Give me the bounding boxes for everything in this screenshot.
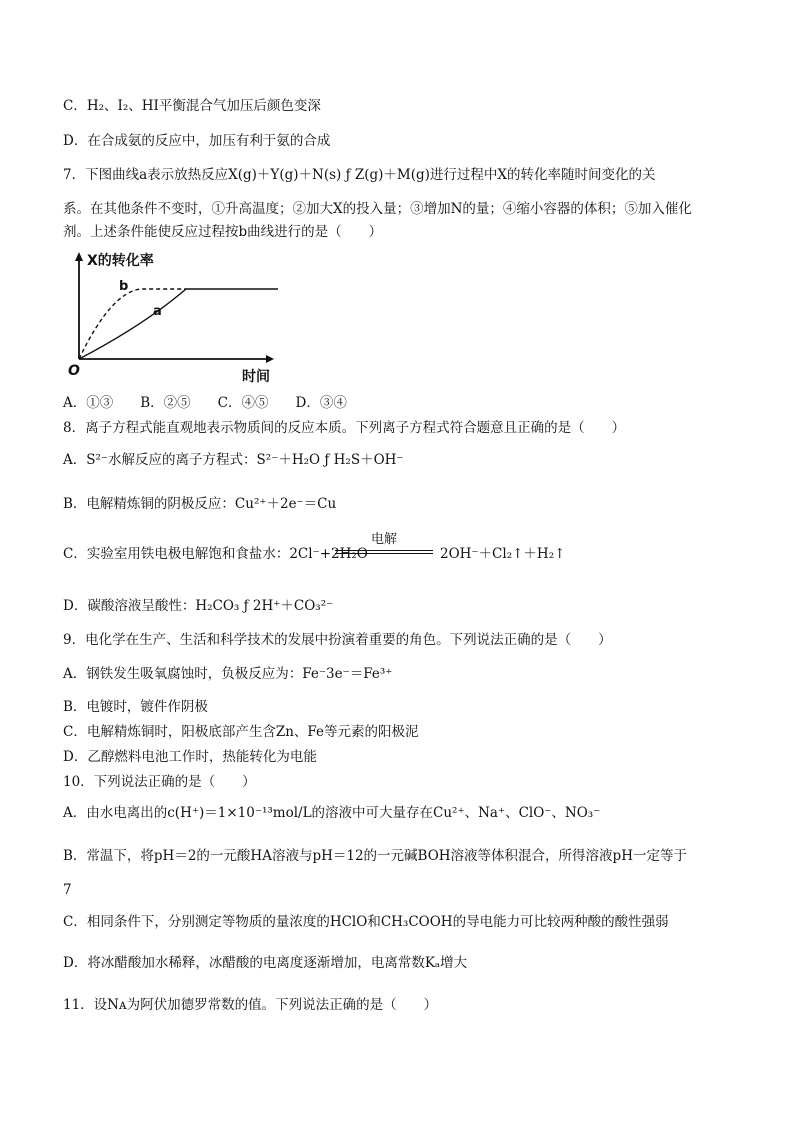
q11-stem: 11．设Nᴀ为阿伏加德罗常数的值。下列说法正确的是（ ） [63,997,438,1013]
curve-b-label: b [119,279,129,294]
q9-option-b: B．电镀时，镀件作阴极 [63,699,208,715]
q9-option-c: C．电解精炼铜时，阳极底部产生含Zn、Fe等元素的阳极泥 [63,724,419,740]
q7-stem-line3: 剂。上述条件能使反应过程按b曲线进行的是（ ） [63,224,383,240]
x-axis-label: 时间 [242,369,270,385]
q9-stem: 9．电化学在生产、生活和科学技术的发展中扮演着重要的角色。下列说法正确的是（ ） [63,632,612,648]
q10-option-d: D．将冰醋酸加水稀释，冰醋酸的电离度逐渐增加，电离常数Kₐ增大 [63,955,468,971]
y-axis-label: X的转化率 [87,253,154,269]
q7-options: A．①③ B．②⑤ C．④⑤ D．③④ [63,395,347,411]
q8-option-a: A．S²⁻水解反应的离子方程式：S²⁻＋H₂O ƒ H₂S＋OH⁻ [63,452,404,468]
q8-option-c-left: C．实验室用铁电极电解饱和食盐水：2Cl⁻+2H₂O [63,546,368,562]
q7-stem-line1: 7．下图曲线a表示放热反应X(g)＋Y(g)＋N(s) ƒ Z(g)＋M(g)进行过程中X的转化率随时间变化的关 [63,167,656,183]
double-bar [335,550,433,554]
x-axis-arrow-icon [266,355,274,363]
q10-stem: 10．下列说法正确的是（ ） [63,774,256,790]
q6-option-d: D．在合成氨的反应中，加压有利于氨的合成 [63,133,331,149]
q6-option-c: C．H₂、I₂、HI平衡混合气加压后颜色变深 [63,98,321,114]
q8-option-d: D．碳酸溶液呈酸性：H₂CO₃ ƒ 2H⁺＋CO₃²⁻ [63,598,334,614]
curve-a [79,289,278,359]
curve-a-label: a [153,304,162,319]
origin-label: O [68,363,80,379]
q10-option-b-line2: 7 [63,882,72,898]
conversion-graph [66,247,286,387]
q10-option-a: A．由水电离出的c(H⁺)＝1×10⁻¹³mol/L的溶液中可大量存在Cu²⁺、Na⁺、ClO⁻、NO₃⁻ [63,805,601,821]
electrolysis-label: 电解 [370,532,397,547]
q9-option-d: D．乙醇燃料电池工作时，热能转化为电能 [63,749,317,765]
electrolysis-condition [335,532,433,554]
q8-stem: 8．离子方程式能直观地表示物质间的反应本质。下列离子方程式符合题意且正确的是（ ） [63,420,626,436]
q7-stem-line2: 系。在其他条件不变时，①升高温度；②加大X的投入量；③增加N的量；④缩小容器的体积；⑤加入催化 [63,201,692,217]
q10-option-b-line1: B．常温下，将pH＝2的一元酸HA溶液与pH＝12的一元碱BOH溶液等体积混合，所得溶液pH一定等于 [63,848,687,864]
q8-option-b: B．电解精炼铜的阴极反应：Cu²⁺＋2e⁻＝Cu [63,496,337,512]
q8-option-c-right: 2OH⁻＋Cl₂↑＋H₂↑ [440,546,566,562]
y-axis-arrow-icon [75,252,83,261]
q10-option-c: C．相同条件下，分别测定等物质的量浓度的HClO和CH₃COOH的导电能力可比较两种酸的酸性强弱 [63,914,669,930]
q9-option-a: A．钢铁发生吸氧腐蚀时，负极反应为：Fe⁻3e⁻＝Fe³⁺ [63,666,393,682]
curve-b [79,289,186,359]
